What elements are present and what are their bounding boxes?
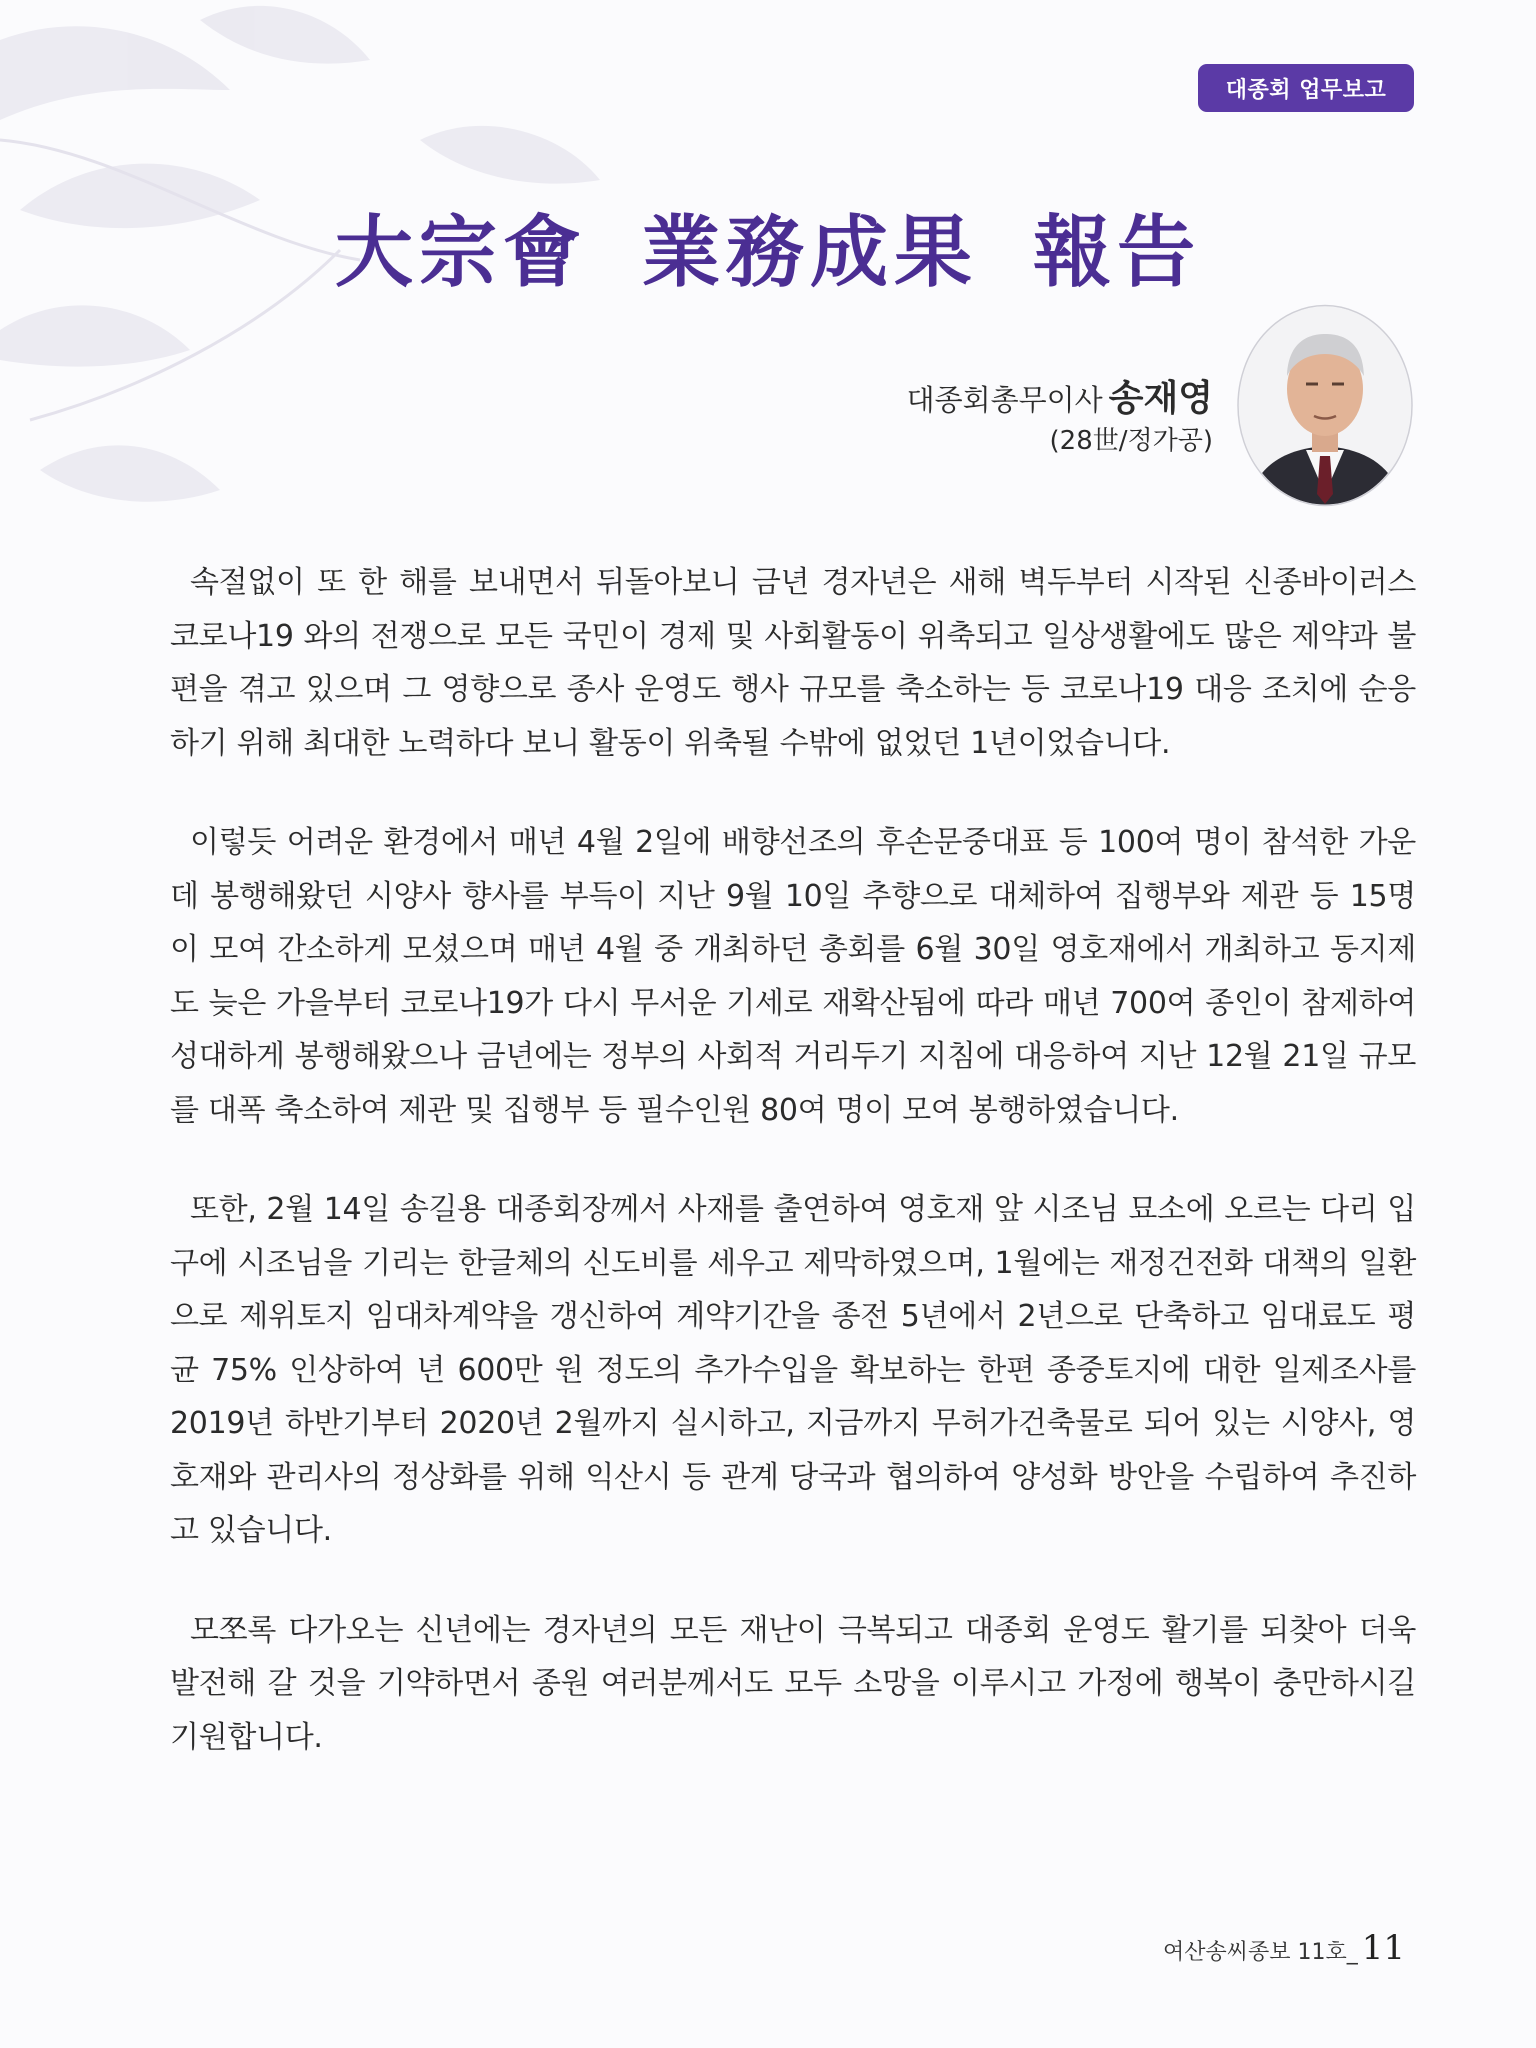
author-generation: (28世/정가공) bbox=[1049, 426, 1213, 456]
article-body bbox=[170, 556, 1416, 1810]
author-role: 대종회총무이사 bbox=[906, 383, 1103, 417]
author-byline bbox=[907, 370, 1213, 421]
page-title: 大宗會 業務成果 報告 bbox=[334, 208, 1202, 298]
section-tag: 대종회 업무보고 bbox=[1198, 64, 1414, 112]
magazine-name: 여산송씨종보 11호_ bbox=[1162, 1940, 1358, 1965]
author-portrait bbox=[1236, 304, 1414, 507]
page-footer bbox=[1163, 1928, 1405, 1968]
paragraph: 속절없이 또 한 해를 보내면서 뒤돌아보니 금년 경자년은 새해 벽두부터 시작된 신종바이러스 코로나19 와의 전쟁으로 모든 국민이 경제 및 사회활동이 위축되고 일상생활에도 많은 제약과 불편을 겪고 있으며 그 영향으로 종사 운영도 행사 규모를 축소하는 등 코로나19 대응 조치에 순응하기 위해 최대한 노력하다 보니 활동이 위축될 수밖에 없었던 1년이었습니다. bbox=[170, 565, 1416, 761]
page-number: 11 bbox=[1361, 1928, 1405, 1968]
paragraph: 또한, 2월 14일 송길용 대종회장께서 사재를 출연하여 영호재 앞 시조님 묘소에 오르는 다리 입구에 시조님을 기리는 한글체의 신도비를 세우고 제막하였으며, 1월에는 재정건전화 대책의 일환으로 제위토지 임대차계약을 갱신하여 계약기간을 종전 5년에서 2년으로 단축하고 임대료도 평균 75% 인상하여 년 600만 원 정도의 추가수입을 확보하는 한편 종중토지에 대한 일제조사를 2019년 하반기부터 2020년 2월까지 실시하고, 지금까지 무허가건축물로 되어 있는 시양사, 영호재와 관리사의 정상화를 위해 익산시 등 관계 당국과 협의하여 양성화 방안을 수립하여 추진하고 있습니다. bbox=[170, 1192, 1416, 1548]
paragraph: 모쪼록 다가오는 신년에는 경자년의 모든 재난이 극복되고 대종회 운영도 활기를 되찾아 더욱 발전해 갈 것을 기약하면서 종원 여러분께서도 모두 소망을 이루시고 가정에 행복이 충만하시길 기원합니다. bbox=[170, 1612, 1416, 1755]
author-name: 송재영 bbox=[1108, 377, 1213, 419]
paragraph: 이렇듯 어려운 환경에서 매년 4월 2일에 배향선조의 후손문중대표 등 100여 명이 참석한 가운데 봉행해왔던 시양사 향사를 부득이 지난 9월 10일 추향으로 대체하여 집행부와 제관 등 15명이 모여 간소하게 모셨으며 매년 4월 중 개최하던 총회를 6월 30일 영호재에서 개최하고 동지제도 늦은 가을부터 코로나19가 다시 무서운 기세로 재확산됨에 따라 매년 700여 종인이 참제하여 성대하게 봉행해왔으나 금년에는 정부의 사회적 거리두기 지침에 대응하여 지난 12월 21일 규모를 대폭 축소하여 제관 및 집행부 등 필수인원 80여 명이 모여 봉행하였습니다. bbox=[170, 825, 1416, 1128]
